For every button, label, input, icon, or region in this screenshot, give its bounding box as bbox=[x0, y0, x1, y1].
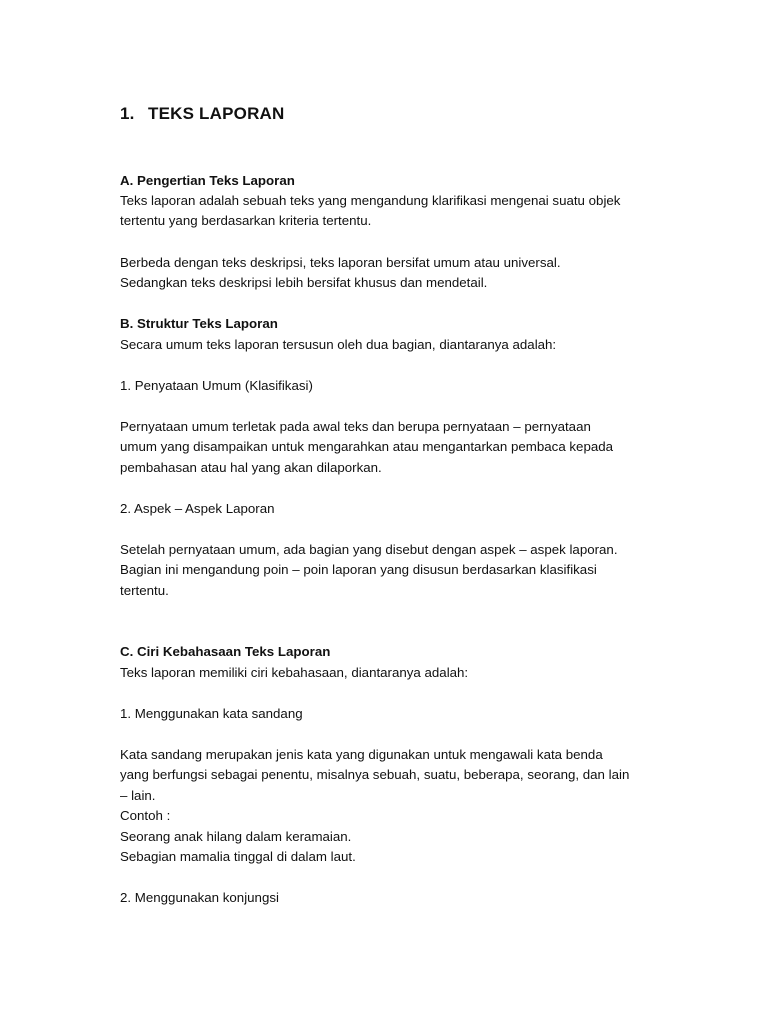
page-title bbox=[120, 104, 285, 124]
paragraph-line: Berbeda dengan teks deskripsi, teks laporan bersifat umum atau universal. bbox=[120, 255, 561, 270]
section-heading-c: C. Ciri Kebahasaan Teks Laporan bbox=[120, 644, 331, 659]
example-line: Sebagian mamalia tinggal di dalam laut. bbox=[120, 849, 356, 864]
paragraph-line: umum yang disampaikan untuk mengarahkan atau mengantarkan pembaca kepada bbox=[120, 439, 614, 454]
list-item-heading: 1. Menggunakan kata sandang bbox=[120, 706, 303, 721]
title-text: TEKS LAPORAN bbox=[148, 104, 285, 123]
example-line: Seorang anak hilang dalam keramaian. bbox=[120, 829, 352, 844]
paragraph-line: yang berfungsi sebagai penentu, misalnya sebuah, suatu, beberapa, seorang, dan lain bbox=[120, 767, 630, 782]
paragraph-line: Teks laporan adalah sebuah teks yang mengandung klarifikasi mengenai suatu objek bbox=[120, 193, 621, 208]
paragraph-line: Setelah pernyataan umum, ada bagian yang disebut dengan aspek – aspek laporan. bbox=[120, 542, 618, 557]
section-heading-a: A. Pengertian Teks Laporan bbox=[120, 173, 295, 188]
paragraph-line: Secara umum teks laporan tersusun oleh dua bagian, diantaranya adalah: bbox=[120, 337, 557, 352]
list-item-heading: 2. Aspek – Aspek Laporan bbox=[120, 501, 275, 516]
list-item-heading: 1. Penyataan Umum (Klasifikasi) bbox=[120, 378, 313, 393]
list-item-heading: 2. Menggunakan konjungsi bbox=[120, 890, 279, 905]
paragraph-line: Teks laporan memiliki ciri kebahasaan, diantaranya adalah: bbox=[120, 665, 469, 680]
paragraph-line: Pernyataan umum terletak pada awal teks dan berupa pernyataan – pernyataan bbox=[120, 419, 591, 434]
title-number: 1. bbox=[120, 104, 135, 123]
paragraph-line: Bagian ini mengandung poin – poin laporan yang disusun berdasarkan klasifikasi bbox=[120, 562, 597, 577]
paragraph-line: Kata sandang merupakan jenis kata yang digunakan untuk mengawali kata benda bbox=[120, 747, 603, 762]
example-label: Contoh : bbox=[120, 808, 171, 823]
paragraph-line: pembahasan atau hal yang akan dilaporkan. bbox=[120, 460, 382, 475]
paragraph-line: tertentu. bbox=[120, 583, 169, 598]
paragraph-line: tertentu yang berdasarkan kriteria tertentu. bbox=[120, 213, 372, 228]
paragraph-line: – lain. bbox=[120, 788, 156, 803]
section-heading-b: B. Struktur Teks Laporan bbox=[120, 316, 278, 331]
paragraph-line: Sedangkan teks deskripsi lebih bersifat khusus dan mendetail. bbox=[120, 275, 488, 290]
